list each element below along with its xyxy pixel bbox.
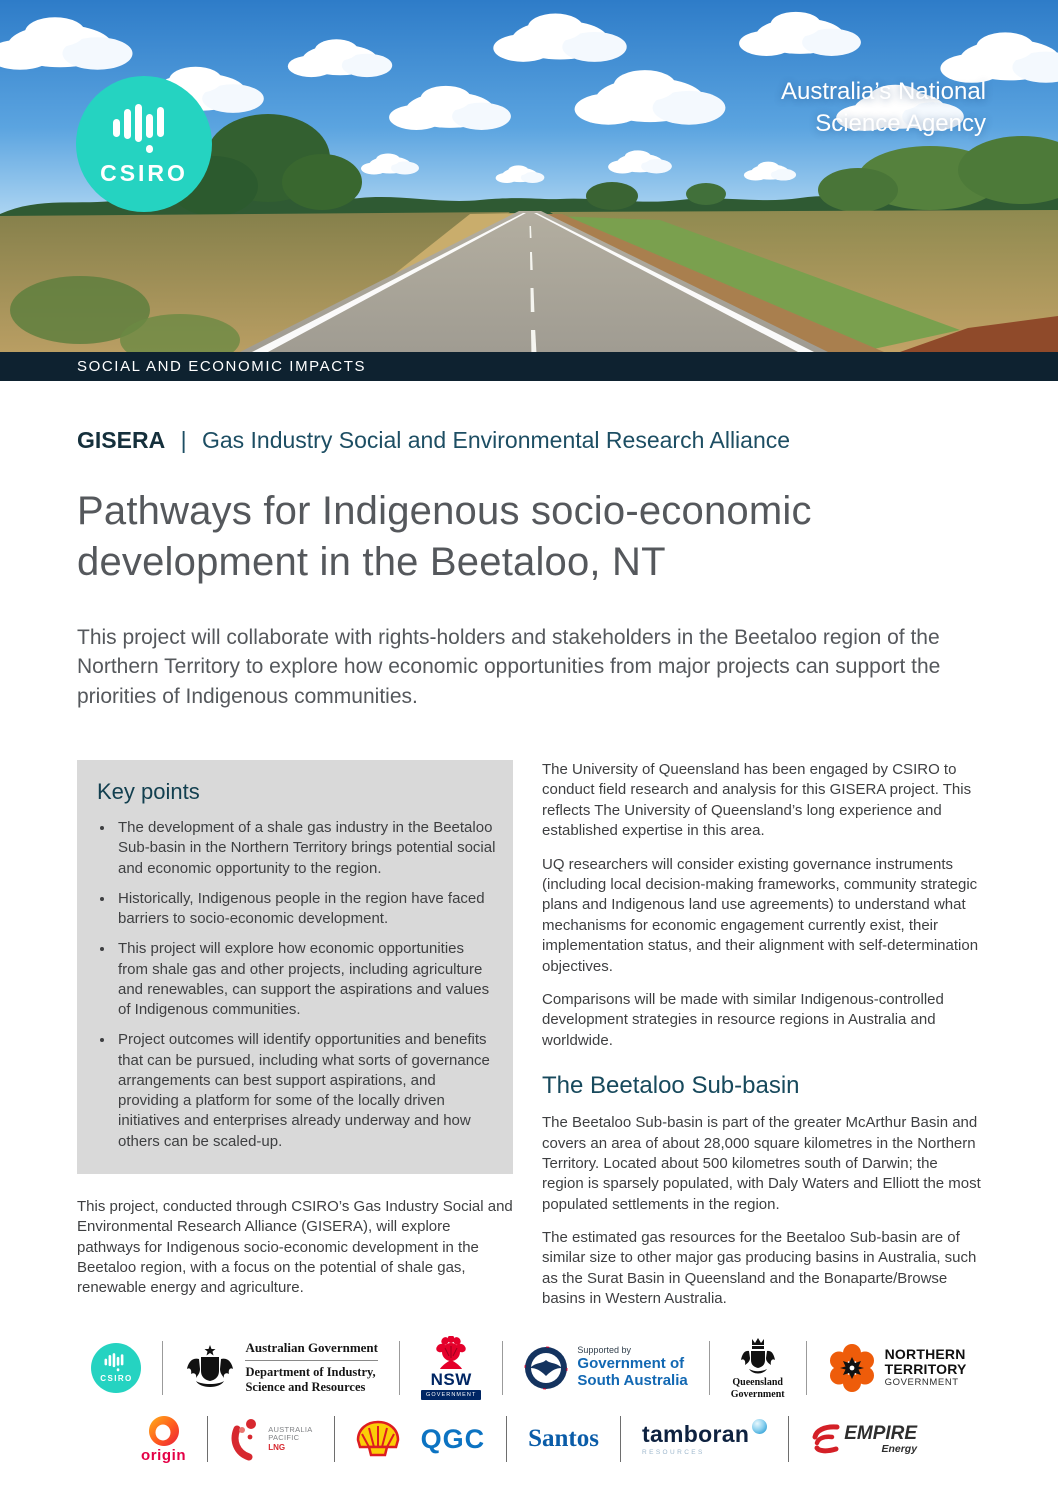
sa-supported-by: Supported by [577,1345,631,1356]
coat-of-arms-icon [184,1343,236,1393]
logo-divider [788,1416,789,1462]
empire-text [844,1424,917,1455]
piping-shrike-icon [524,1346,568,1390]
gisera-masthead [77,427,981,454]
logo-divider [806,1341,807,1395]
partner-logos [0,1335,1058,1463]
empire-energy-label: Energy [881,1442,918,1455]
empire-e-icon [810,1422,840,1456]
northern-territory-government-logo [828,1344,967,1392]
australian-government-text [245,1340,378,1395]
tagline-line2: Science Agency [815,109,986,137]
project-summary-paragraph: This project, conducted through CSIRO’s Gas Industry Social and Environmental Research Alliance (GISERA), will explore pathways for Indigenous socio-economic development in the Beetaloo region, with a focus on the potential of shale gas, renewable energy and agriculture. [77,1197,513,1297]
page-title: Pathways for Indigenous socio-economic development in the Beetaloo, NT [77,489,812,584]
series-banner [0,352,1058,381]
aplng-line1: AUSTRALIA [268,1424,313,1434]
south-australia-government-logo [524,1345,687,1390]
tamboran-sphere-icon [752,1419,767,1434]
aus-gov-title: Australian Government [245,1340,378,1361]
body-paragraph: The Beetaloo Sub-basin is part of the greater McArthur Basin and covers an area of about 28,000 square kilometres in the Northern Territory. Located about 500 kilometres south of Darwin; the region is sparsely populated, with Daly Waters and Elliott the most populated settlements in the region. [542,1114,981,1213]
key-point-item: • Project outcomes will identify opportunities and benefits that can be pursued, including what sorts of governance arrangements can best support aspirations, and providing a platform for some of the locally driven initiatives and enterprises already underway and how others can be scaled-up. [115,1030,496,1152]
masthead-separator: | [180,427,187,453]
key-point-item: • Historically, Indigenous people in the region have faced barriers to socio-economic development. [115,889,496,930]
aus-gov-dept-line1: Department of Industry, [245,1365,376,1379]
csiro-wordmark: CSIRO [100,160,188,186]
australian-government-logo [184,1340,378,1395]
logo-divider [506,1416,507,1462]
santos-logo: Santos [528,1425,599,1452]
logo-divider [207,1416,208,1462]
qgc-logo: QGC [420,1423,486,1454]
nt-line3: GOVERNMENT [884,1376,959,1388]
tagline-line1: Australia’s National [781,78,986,105]
body-paragraph: Comparisons will be made with similar Indigenous-controlled development strategies in resource regions in Australia and worldwide. [542,990,944,1049]
shell-pecten-icon [356,1419,400,1459]
aplng-text [268,1426,312,1452]
origin-wordmark: origin [140,1447,187,1464]
logo-divider [334,1416,335,1462]
key-points-list [94,818,496,1152]
queensland-crest-icon [739,1335,777,1377]
agency-tagline [781,76,986,139]
tamboran-wordmark: tamboran [641,1420,750,1447]
key-points-box [77,760,513,1174]
body-paragraph: UQ researchers will consider existing governance instruments (including local decision-making frameworks, community strategic plans and Indigenous land use agreements) to understand what mechanisms for economic engagement currently exist, their implementation status, and their alignment with self-determination objectives. [542,855,979,975]
queensland-government-logo [731,1335,785,1400]
two-column-layout [77,760,981,1323]
government-logo-row [91,1335,966,1400]
australia-pacific-lng-logo [229,1417,312,1461]
body-paragraph: The University of Queensland has been engaged by CSIRO to conduct field research and analysis for this GISERA project. This reflects The University of Queensland’s long experience and established expertise in this area. [542,761,972,840]
program-full-name: Gas Industry Social and Environmental Research Alliance [201,427,791,453]
key-points-heading: Key points [97,779,200,805]
body-paragraph: The estimated gas resources for the Beetaloo Sub-basin are of similar size to other major gas producing basins in Australia, such as the Surat Basin in Queensland and the Bonaparte/Browse basins in Western Australia. [542,1229,977,1308]
tamboran-logo [641,1420,767,1456]
sa-line2: South Australia [577,1372,688,1389]
aus-gov-dept-line2: Science and Resources [245,1380,366,1394]
csiro-footer-wordmark: CSIRO [100,1374,133,1383]
nsw-government-logo [421,1336,481,1400]
logo-divider [620,1416,621,1462]
empire-energy-logo [810,1422,917,1456]
origin-flame-icon [147,1415,181,1447]
logo-divider [502,1341,503,1395]
intro-paragraph: This project will collaborate with rights-holders and stakeholders in the Beetaloo region of the Northern Territory to explore how economic opportunities from major projects can support the priorities of Indigenous communities. [77,625,941,709]
left-column [77,760,513,1323]
key-point-item: • The development of a shale gas industry in the Beetaloo Sub-basin in the Northern Territory brings potential social and economic opportunity to the region. [115,818,496,879]
content [0,427,1058,1323]
empire-wordmark: EMPIRE [844,1422,918,1444]
nsw-wordmark: NSW [430,1369,472,1389]
nt-line2: TERRITORY [884,1360,967,1377]
nt-line1: NORTHERN [884,1346,966,1363]
shell-logo [356,1419,400,1459]
sa-line1: Government of [577,1355,685,1373]
industry-logo-row [141,1415,917,1463]
csiro-logo [76,76,212,212]
hero-section [0,0,1058,352]
logo-divider [709,1341,710,1395]
origin-logo [141,1415,186,1463]
sa-government-text [577,1345,687,1390]
tamboran-resources-label: RESOURCES [641,1448,705,1456]
right-column [542,760,982,1323]
csiro-map-icon [111,101,177,155]
nsw-government-label: GOVERNMENT [421,1390,481,1400]
series-banner-label: SOCIAL AND ECONOMIC IMPACTS [77,358,367,375]
qld-line2: Government [730,1388,785,1400]
logo-divider [399,1341,400,1395]
aplng-line3: LNG [268,1443,286,1453]
queensland-government-text [731,1377,785,1400]
aplng-swirl-icon [229,1417,259,1461]
qld-line1: Queensland [732,1377,783,1388]
aplng-line2: PACIFIC [268,1433,300,1443]
key-point-item: • This project will explore how economic opportunities from shale gas and other projects, including agriculture and renewables, can support the aspirations and values of Indigenous communities. [115,939,496,1020]
nt-government-text [885,1347,967,1388]
waratah-icon [431,1336,471,1370]
program-acronym: GISERA [77,427,166,453]
nt-desert-rose-icon [828,1344,876,1392]
beetaloo-section-heading: The Beetaloo Sub-basin [542,1072,800,1100]
logo-divider [162,1341,163,1395]
csiro-map-icon [104,1352,128,1372]
csiro-footer-logo [91,1343,141,1393]
